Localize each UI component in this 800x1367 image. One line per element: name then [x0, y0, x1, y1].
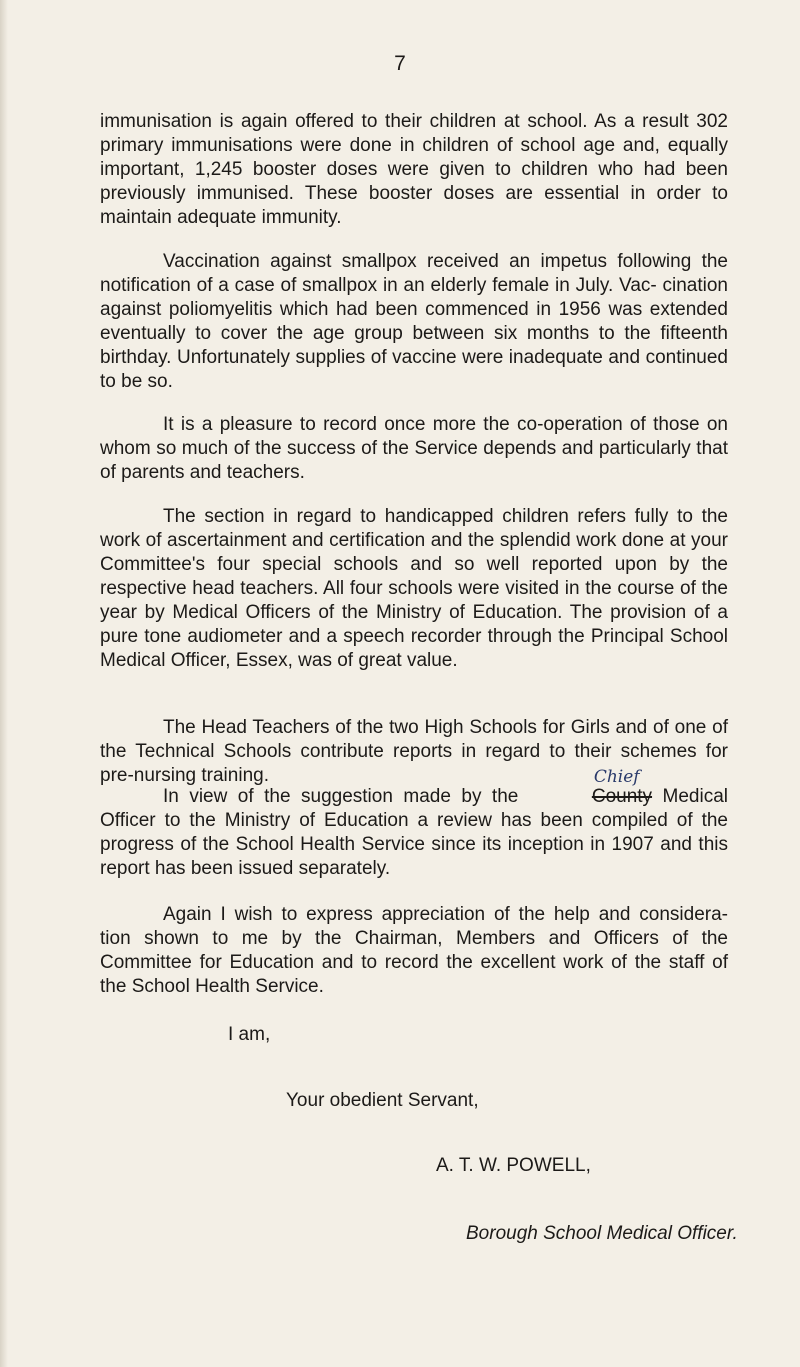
- paragraph-immunisation: immunisation is again offered to their children at school. As a result 302 primary immunisations were done in children of school age and, equally important, 1,245 booster doses were given to children who had been previously immunised. These booster doses are essential in order to maintain adequate immunity.: [100, 111, 728, 228]
- signatory-title: Borough School Medical Officer.: [466, 1223, 738, 1244]
- page-edge-shadow: [0, 0, 8, 1367]
- review-text-before: In view of the suggestion made by the: [163, 786, 519, 807]
- handwritten-correction: Chief: [593, 767, 640, 787]
- review-text-after: Medical Officer to the Ministry of Education a review has been compiled of the progress of the School Health Service since its inception in 1907 and this report has been issued separately.: [100, 786, 729, 879]
- paragraph-vaccination: Vaccination against smallpox received an impetus following the notification of a case of smallpox in an elderly female in July. Vac- cination against poliomyelitis which had been commenced in 1956 was extended eventually to cover the age group between six months to the fifteenth birthday. Unfortunately supplies of vaccine were inadequate and continued to be so.: [100, 251, 728, 392]
- paragraph-cooperation: It is a pleasure to record once more the co-operation of those on whom so much of the success of the Service depends and particularly that of parents and teachers.: [100, 414, 728, 483]
- signatory-name: A. T. W. POWELL,: [436, 1155, 591, 1176]
- closing-valediction: Your obedient Servant,: [286, 1090, 479, 1111]
- paragraph-handicapped-children: The section in regard to handicapped children refers fully to the work of ascertainment and certification and the splendid work done at your Committee's four special schools and so well reported upon by the respective head teachers. All four schools were visited in the course of the year by Medical Officers of the Ministry of Education. The provision of a pure tone audiometer and a speech recorder through the Principal School Medical Officer, Essex, was of great value.: [100, 506, 728, 671]
- correction: [529, 767, 653, 809]
- paragraph-review-report: [100, 767, 729, 881]
- page-number: 7: [394, 52, 406, 75]
- struck-word: County: [591, 786, 653, 807]
- paragraph-pre-nursing: The Head Teachers of the two High Schools for Girls and of one of the Technical Schools contribute reports in regard to their schemes for pre-nursing training.: [100, 717, 728, 786]
- paragraph-appreciation: Again I wish to express appreciation of the help and considera- tion shown to me by the Chairman, Members and Officers of the Committee for Education and to record the excellent work of the staff of the School Health Service.: [100, 904, 728, 997]
- closing-salutation: I am,: [228, 1024, 271, 1045]
